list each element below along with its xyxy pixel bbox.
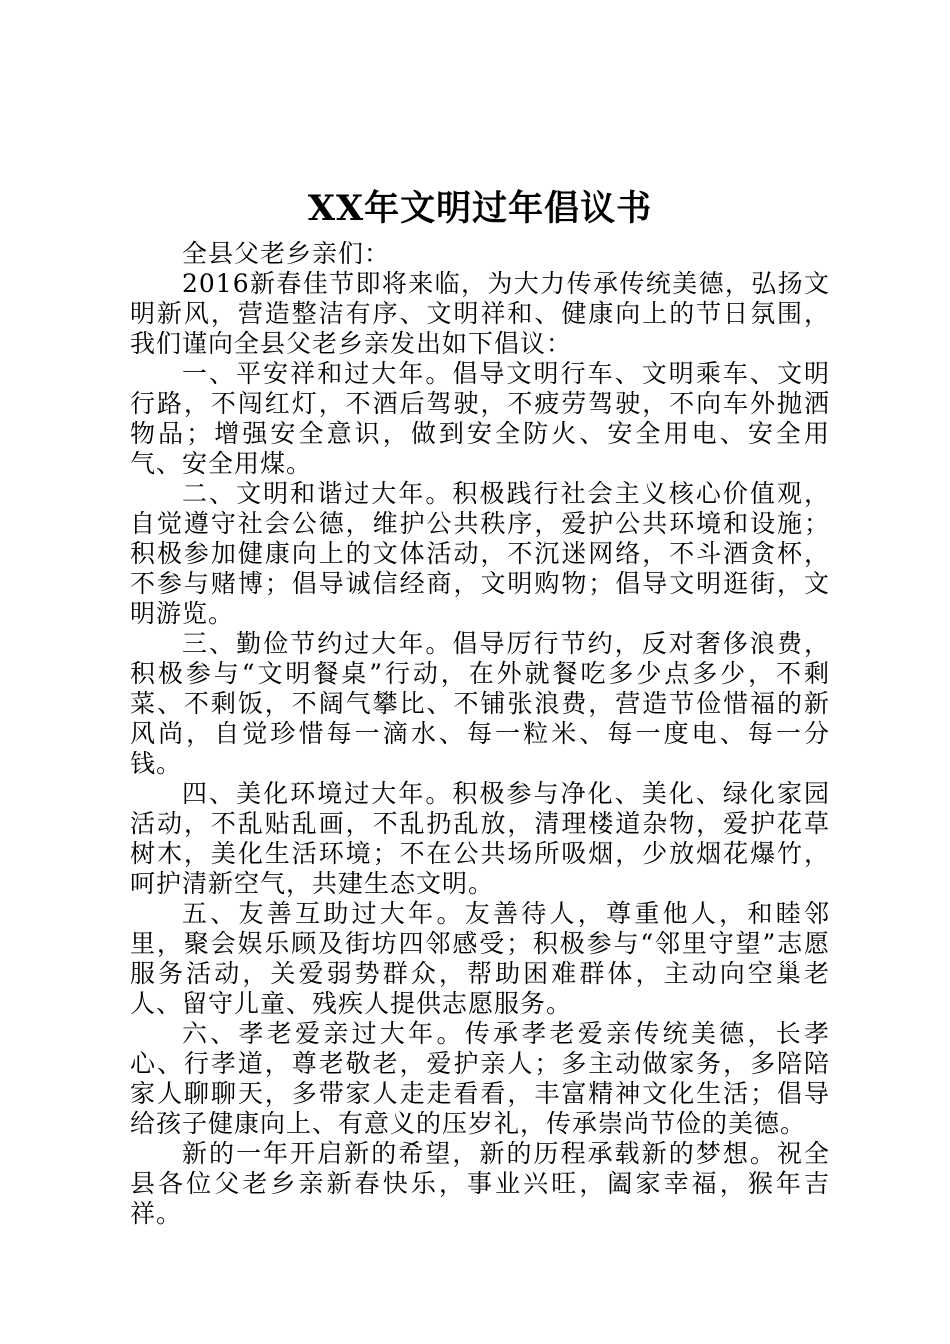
intro-paragraph: 2016新春佳节即将来临，为大力传承传统美德，弘扬文明新风，营造整洁有序、文明祥和、健康向上的节日氛围，我们谨向全县父老乡亲发出如下倡议：	[130, 269, 830, 358]
salutation: 全县父老乡亲们：	[182, 239, 391, 268]
document-title: XX年文明过年倡议书	[307, 188, 653, 229]
proposal-5-paragraph: 五、友善互助过大年。友善待人，尊重他人，和睦邻里，聚会娱乐顾及街坊四邻感受；积极参与“邻里守望”志愿服务活动，关爱弱势群众，帮助困难群体，主动向空巢老人、留守儿童、残疾人提供志愿服务。	[130, 899, 830, 1018]
proposal-3-paragraph: 三、勤俭节约过大年。倡导厉行节约，反对奢侈浪费，积极参与“文明餐桌”行动，在外就餐吃多少点多少，不剩菜、不剩饭，不阔气攀比、不铺张浪费，营造节俭惜福的新风尚，自觉珍惜每一滴水、每一粒米、每一度电、每一分钱。	[130, 629, 830, 778]
proposal-4-paragraph: 四、美化环境过大年。积极参与净化、美化、绿化家园活动，不乱贴乱画，不乱扔乱放，清理楼道杂物，爱护花草树木，美化生活环境；不在公共场所吸烟，少放烟花爆竹，呵护清新空气，共建生态文明。	[130, 779, 830, 898]
proposal-2-paragraph: 二、文明和谐过大年。积极践行社会主义核心价值观，自觉遵守社会公德，维护公共秩序，爱护公共环境和设施；积极参加健康向上的文体活动，不沉迷网络，不斗酒贪杯，不参与赌博；倡导诚信经商，文明购物；倡导文明逛街，文明游览。	[130, 479, 830, 628]
closing-paragraph: 新的一年开启新的希望，新的历程承载新的梦想。祝全县各位父老乡亲新春快乐，事业兴旺，阖家幸福，猴年吉祥。	[130, 1139, 830, 1228]
proposal-6-paragraph: 六、孝老爱亲过大年。传承孝老爱亲传统美德，长孝心、行孝道，尊老敬老，爱护亲人；多主动做家务，多陪陪家人聊聊天，多带家人走走看看，丰富精神文化生活；倡导给孩子健康向上、有意义的压岁礼，传承崇尚节俭的美德。	[130, 1019, 830, 1138]
document-page	[130, 183, 830, 1229]
proposal-1-paragraph: 一、平安祥和过大年。倡导文明行车、文明乘车、文明行路，不闯红灯，不酒后驾驶，不疲劳驾驶，不向车外抛洒物品；增强安全意识，做到安全防火、安全用电、安全用气、安全用煤。	[130, 359, 830, 478]
